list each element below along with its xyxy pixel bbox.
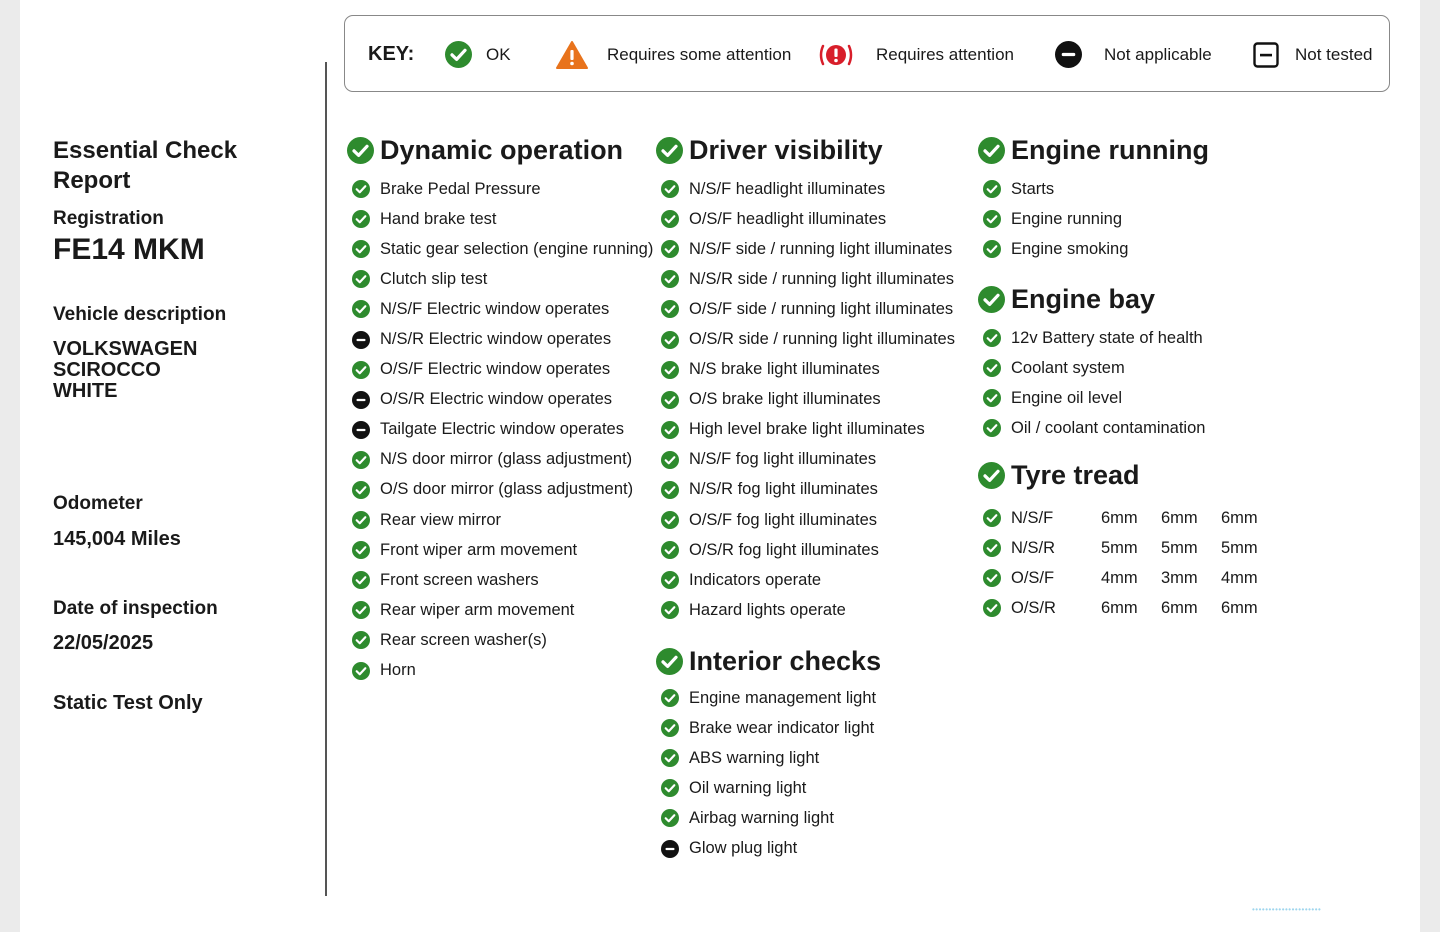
check-item-label: O/S/R side / running light illuminates [689, 330, 955, 349]
check-item-label: N/S/F Electric window operates [380, 299, 610, 318]
check-item-label: N/S/F headlight illuminates [689, 179, 886, 198]
check-item-label: Starts [1011, 179, 1055, 198]
check-item-label: Engine oil level [1011, 388, 1122, 407]
odometer-label: Odometer [53, 493, 143, 514]
check-icon [661, 240, 679, 258]
tyre-tread-depth: 4mm [1101, 568, 1138, 587]
check-icon [661, 210, 679, 228]
check-item-label: N/S brake light illuminates [689, 360, 880, 379]
check-item [978, 174, 1209, 204]
section-tyre-tread [978, 460, 1281, 623]
section-heading [978, 284, 1205, 314]
check-icon [983, 359, 1001, 377]
tyre-position: N/S/F [1011, 508, 1054, 527]
check-icon [347, 137, 374, 164]
vehicle-model: SCIROCCO [53, 359, 161, 381]
check-item-label: Oil / coolant contamination [1011, 418, 1206, 437]
section-heading [347, 135, 653, 165]
check-list [656, 174, 955, 625]
key-some-attention-label: Requires some attention [607, 44, 792, 64]
section-engine-running [978, 135, 1209, 264]
alert-icon [818, 41, 854, 69]
check-item-label: Engine management light [689, 688, 877, 707]
check-item [656, 234, 955, 264]
check-icon [983, 389, 1001, 407]
check-icon [352, 662, 370, 680]
check-item [656, 294, 955, 324]
tyre-tread-depth: 6mm [1221, 508, 1258, 527]
check-item [656, 445, 955, 475]
check-item-label: O/S/F side / running light illuminates [689, 299, 954, 318]
check-item [656, 565, 955, 595]
check-list [656, 683, 881, 864]
check-item-label: Rear view mirror [380, 510, 502, 529]
key-not-tested-label: Not tested [1295, 44, 1373, 64]
check-icon [352, 210, 370, 228]
check-item [656, 773, 881, 803]
tyre-row [978, 593, 1281, 623]
check-item-label: Indicators operate [689, 570, 822, 589]
section-dynamic-operation [347, 135, 653, 686]
check-icon [661, 391, 679, 409]
check-icon [661, 300, 679, 318]
check-item [978, 413, 1205, 443]
report-title-line1: Essential Check [53, 137, 238, 164]
tyre-position: N/S/R [1011, 538, 1056, 557]
check-item [347, 475, 653, 505]
check-item-label: N/S/F side / running light illuminates [689, 239, 953, 258]
check-item-label: Rear wiper arm movement [380, 600, 575, 619]
check-item [656, 264, 955, 294]
check-icon [978, 286, 1005, 313]
key-label: KEY: [368, 43, 415, 65]
check-icon [978, 137, 1005, 164]
section-title: Tyre tread [1011, 459, 1140, 490]
check-icon [352, 300, 370, 318]
check-icon [661, 719, 679, 737]
check-icon [661, 571, 679, 589]
tyre-tread-depth: 5mm [1161, 538, 1198, 557]
check-item [347, 234, 653, 264]
check-item [347, 505, 653, 535]
check-item-label: O/S/F Electric window operates [380, 360, 611, 379]
check-icon [656, 648, 683, 675]
check-item-label: N/S/R Electric window operates [380, 330, 612, 349]
check-item [656, 683, 881, 713]
check-icon [352, 571, 370, 589]
watermark-footer: ••••••••••••••••••••• [1252, 905, 1322, 914]
check-icon [983, 210, 1001, 228]
check-item-label: Front screen washers [380, 570, 539, 589]
check-item [656, 355, 955, 385]
check-item-label: Horn [380, 661, 416, 680]
vehicle-make: VOLKSWAGEN [53, 338, 198, 360]
check-icon [983, 180, 1001, 198]
section-heading [656, 646, 881, 676]
check-icon [352, 361, 370, 379]
check-item [347, 174, 653, 204]
check-item [347, 355, 653, 385]
check-item [978, 383, 1205, 413]
check-list [978, 174, 1209, 264]
check-icon [352, 481, 370, 499]
check-icon [661, 421, 679, 439]
not-applicable-icon [352, 331, 370, 349]
check-item-label: Glow plug light [689, 839, 798, 858]
status-key [344, 15, 1390, 92]
date-value: 22/05/2025 [53, 632, 154, 654]
check-icon [661, 331, 679, 349]
check-icon [983, 509, 1001, 527]
check-icon [983, 240, 1001, 258]
key-ok [445, 16, 511, 93]
check-item-label: ABS warning light [689, 748, 820, 767]
check-icon [656, 137, 683, 164]
tyre-tread-depth: 6mm [1161, 598, 1198, 617]
check-item [347, 415, 653, 445]
check-icon [983, 539, 1001, 557]
check-item-label: 12v Battery state of health [1011, 328, 1203, 347]
tyre-tread-depth: 6mm [1221, 598, 1258, 617]
check-item-label: O/S/R fog light illuminates [689, 540, 879, 559]
check-icon [661, 270, 679, 288]
section-heading [978, 460, 1281, 490]
warning-icon [555, 40, 589, 70]
tyre-tread-depth: 5mm [1101, 538, 1138, 557]
tyre-table [978, 503, 1281, 623]
check-item-label: Airbag warning light [689, 808, 834, 827]
check-item-label: Rear screen washer(s) [380, 630, 547, 649]
key-some-attention [555, 16, 791, 93]
key-ok-label: OK [486, 44, 511, 64]
check-icon [661, 809, 679, 827]
check-icon [352, 511, 370, 529]
registration-label: Registration [53, 208, 164, 229]
tyre-tread-depth: 6mm [1101, 598, 1138, 617]
section-heading [978, 135, 1209, 165]
check-item-label: N/S/R side / running light illuminates [689, 269, 955, 288]
tyre-tread-depth: 6mm [1161, 508, 1198, 527]
check-icon [352, 601, 370, 619]
check-item-label: High level brake light illuminates [689, 420, 925, 439]
check-item [978, 323, 1205, 353]
check-list [347, 174, 653, 686]
check-item-label: Brake wear indicator light [689, 718, 875, 737]
section-engine-bay [978, 284, 1205, 443]
not-applicable-icon [1055, 41, 1082, 68]
check-item-label: Hazard lights operate [689, 600, 846, 619]
date-label: Date of inspection [53, 598, 218, 619]
registration-value: FE14 MKM [53, 233, 205, 266]
check-item [347, 294, 653, 324]
check-icon [983, 599, 1001, 617]
section-title: Dynamic operation [380, 134, 624, 165]
tyre-tread-depth: 5mm [1221, 538, 1258, 557]
check-item [978, 353, 1205, 383]
key-not-applicable [1055, 16, 1212, 93]
odometer-value: 145,004 Miles [53, 528, 181, 550]
check-item-label: N/S door mirror (glass adjustment) [380, 450, 633, 469]
check-icon [661, 180, 679, 198]
check-icon [661, 451, 679, 469]
check-item [978, 204, 1209, 234]
check-item [347, 595, 653, 625]
check-item-label: O/S brake light illuminates [689, 390, 881, 409]
check-icon [661, 361, 679, 379]
check-icon [352, 270, 370, 288]
check-item [347, 264, 653, 294]
section-title: Engine running [1011, 134, 1209, 165]
check-item-label: Engine smoking [1011, 239, 1129, 258]
check-item [656, 595, 955, 625]
check-item-label: Clutch slip test [380, 269, 488, 288]
check-list [978, 323, 1205, 443]
check-item-label: O/S door mirror (glass adjustment) [380, 480, 634, 499]
column-divider [325, 62, 327, 896]
check-item [656, 415, 955, 445]
check-item-label: N/S/R fog light illuminates [689, 480, 878, 499]
vehicle-colour: WHITE [53, 380, 118, 402]
tyre-position: O/S/F [1011, 568, 1055, 587]
check-item-label: Static gear selection (engine running) [380, 239, 654, 258]
check-item [978, 234, 1209, 264]
check-icon [661, 779, 679, 797]
check-icon [352, 631, 370, 649]
key-attention-label: Requires attention [876, 44, 1014, 64]
section-interior-checks [656, 646, 881, 864]
check-item [347, 445, 653, 475]
check-item-label: Brake Pedal Pressure [380, 179, 541, 198]
check-item-label: Tailgate Electric window operates [380, 420, 624, 439]
check-icon [352, 240, 370, 258]
tyre-row [978, 563, 1281, 593]
check-item [347, 656, 653, 686]
check-item-label: Oil warning light [689, 778, 807, 797]
check-item [656, 743, 881, 773]
section-title: Driver visibility [689, 134, 883, 165]
check-icon [978, 462, 1005, 489]
section-title: Interior checks [689, 645, 882, 676]
check-icon [352, 541, 370, 559]
check-icon [661, 511, 679, 529]
tyre-row [978, 503, 1281, 533]
check-icon [661, 689, 679, 707]
check-item-label: Hand brake test [380, 209, 497, 228]
section-title: Engine bay [1011, 283, 1156, 314]
not-applicable-icon [352, 421, 370, 439]
check-item [656, 833, 881, 863]
check-item [347, 204, 653, 234]
check-item [656, 204, 955, 234]
check-item-label: Coolant system [1011, 358, 1125, 377]
check-icon [661, 749, 679, 767]
section-driver-visibility [656, 135, 955, 625]
check-item [347, 565, 653, 595]
check-item-label: Engine running [1011, 209, 1123, 228]
check-item [347, 324, 653, 354]
tyre-tread-depth: 6mm [1101, 508, 1138, 527]
check-item-label: O/S/R Electric window operates [380, 390, 613, 409]
check-item [656, 713, 881, 743]
check-item [656, 803, 881, 833]
not-applicable-icon [352, 391, 370, 409]
key-attention [818, 16, 1014, 93]
check-icon [983, 419, 1001, 437]
check-item [656, 505, 955, 535]
check-icon [661, 481, 679, 499]
check-icon [352, 451, 370, 469]
key-not-tested [1253, 16, 1373, 93]
key-not-applicable-label: Not applicable [1104, 44, 1212, 64]
check-item-label: O/S/F fog light illuminates [689, 510, 877, 529]
check-item-label: N/S/F fog light illuminates [689, 450, 877, 469]
check-icon [983, 329, 1001, 347]
check-item [347, 535, 653, 565]
check-item [347, 625, 653, 655]
check-item [656, 535, 955, 565]
check-item [347, 385, 653, 415]
check-item [656, 385, 955, 415]
static-test-note: Static Test Only [53, 692, 203, 714]
tyre-position: O/S/R [1011, 598, 1056, 617]
check-icon [661, 541, 679, 559]
check-icon [445, 41, 472, 68]
check-item-label: O/S/F headlight illuminates [689, 209, 887, 228]
check-item-label: Front wiper arm movement [380, 540, 578, 559]
not-applicable-icon [661, 840, 679, 858]
check-icon [352, 180, 370, 198]
report-title-line2: Report [53, 167, 131, 194]
not-tested-icon [1253, 42, 1279, 68]
check-item [656, 174, 955, 204]
check-item [656, 475, 955, 505]
vehicle-description-label: Vehicle description [53, 304, 227, 325]
check-icon [983, 569, 1001, 587]
check-icon [661, 601, 679, 619]
tyre-tread-depth: 4mm [1221, 568, 1258, 587]
check-item [656, 324, 955, 354]
tyre-row [978, 533, 1281, 563]
tyre-tread-depth: 3mm [1161, 568, 1198, 587]
section-heading [656, 135, 955, 165]
